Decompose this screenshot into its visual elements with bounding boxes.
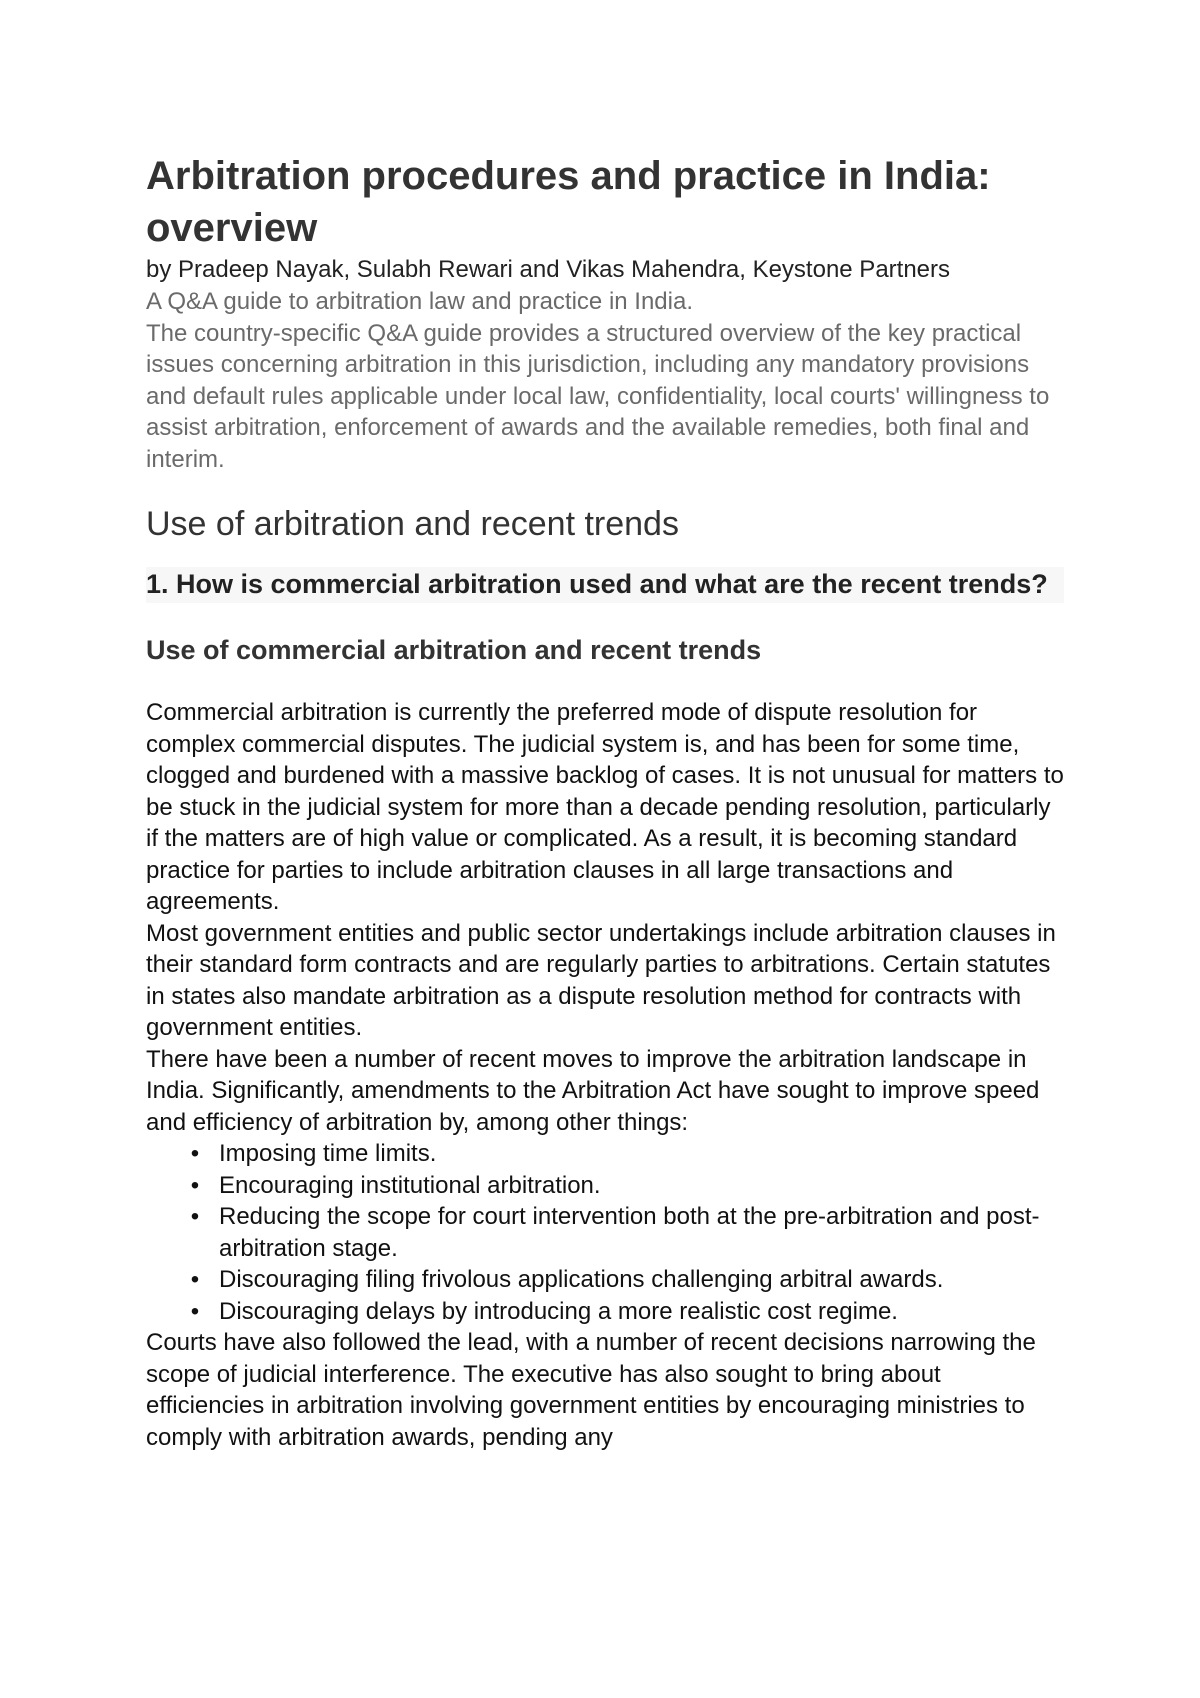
bullet-icon: •	[190, 1266, 200, 1293]
list-item	[190, 1296, 1064, 1328]
summary-intro: A Q&A guide to arbitration law and practice in India.	[146, 288, 693, 315]
bullet-icon: •	[190, 1203, 200, 1230]
bullet-icon: •	[190, 1171, 200, 1199]
list-item-text: Imposing time limits.	[219, 1140, 437, 1167]
bullet-icon: •	[190, 1140, 200, 1167]
section-heading: Use of arbitration and recent trends	[146, 505, 679, 543]
list-item	[190, 1138, 1064, 1170]
list-item-text: Discouraging delays by introducing a more realistic cost regime.	[219, 1297, 898, 1325]
question-heading: 1. How is commercial arbitration used and what are the recent trends?	[146, 567, 1064, 603]
paragraph: Commercial arbitration is currently the preferred mode of dispute resolution for complex commercial disputes. The judicial system is, and has been for some time, clogged and burdened with a massive backlog of cases. It is not unusual for matters to be stuck in the judicial system for more than a decade pending resolution, particularly if the matters are of high value or complicated. As a result, it is becoming standard practice for parties to include arbitration clauses in all large transactions and agreements.	[146, 699, 1064, 915]
author-byline: by Pradeep Nayak, Sulabh Rewari and Vikas Mahendra, Keystone Partners	[146, 256, 951, 283]
bullet-list	[146, 1138, 1064, 1327]
document-page	[146, 150, 1064, 1453]
summary-description: The country-specific Q&A guide provides a structured overview of the key practical issues concerning arbitration in this jurisdiction, including any mandatory provisions and default rules applicable under local law, confidentiality, local courts' willingness to assist arbitration, enforcement of awards and the available remedies, both final and interim.	[146, 319, 1050, 473]
list-item	[190, 1264, 1064, 1296]
subheading: Use of commercial arbitration and recent trends	[146, 635, 762, 665]
list-item-text: Discouraging filing frivolous applications challenging arbitral awards.	[219, 1266, 944, 1293]
body-content	[146, 697, 1064, 1453]
bullet-icon: •	[190, 1297, 200, 1325]
paragraph: There have been a number of recent moves to improve the arbitration landscape in India. Significantly, amendments to the Arbitration Act have sought to improve speed and efficiency of arbitration by, among other things:	[146, 1045, 1040, 1136]
document-title: Arbitration procedures and practice in India: overview	[146, 154, 991, 250]
list-item-text: Encouraging institutional arbitration.	[219, 1171, 601, 1199]
paragraph-closing: Courts have also followed the lead, with a number of recent decisions narrowing the scope of judicial interference. The executive has also sought to bring about efficiencies in arbitration involving government entities by encouraging ministries to comply with arbitration awards, pending any	[146, 1329, 1036, 1451]
list-item	[190, 1170, 1064, 1202]
list-item-text: Reducing the scope for court intervention both at the pre-arbitration and post-arbitration stage.	[219, 1203, 1040, 1262]
list-item	[190, 1201, 1064, 1264]
paragraph: Most government entities and public sector undertakings include arbitration clauses in their standard form contracts and are regularly parties to arbitrations. Certain statutes in states also mandate arbitration as a dispute resolution method for contracts with government entities.	[146, 919, 1056, 1041]
